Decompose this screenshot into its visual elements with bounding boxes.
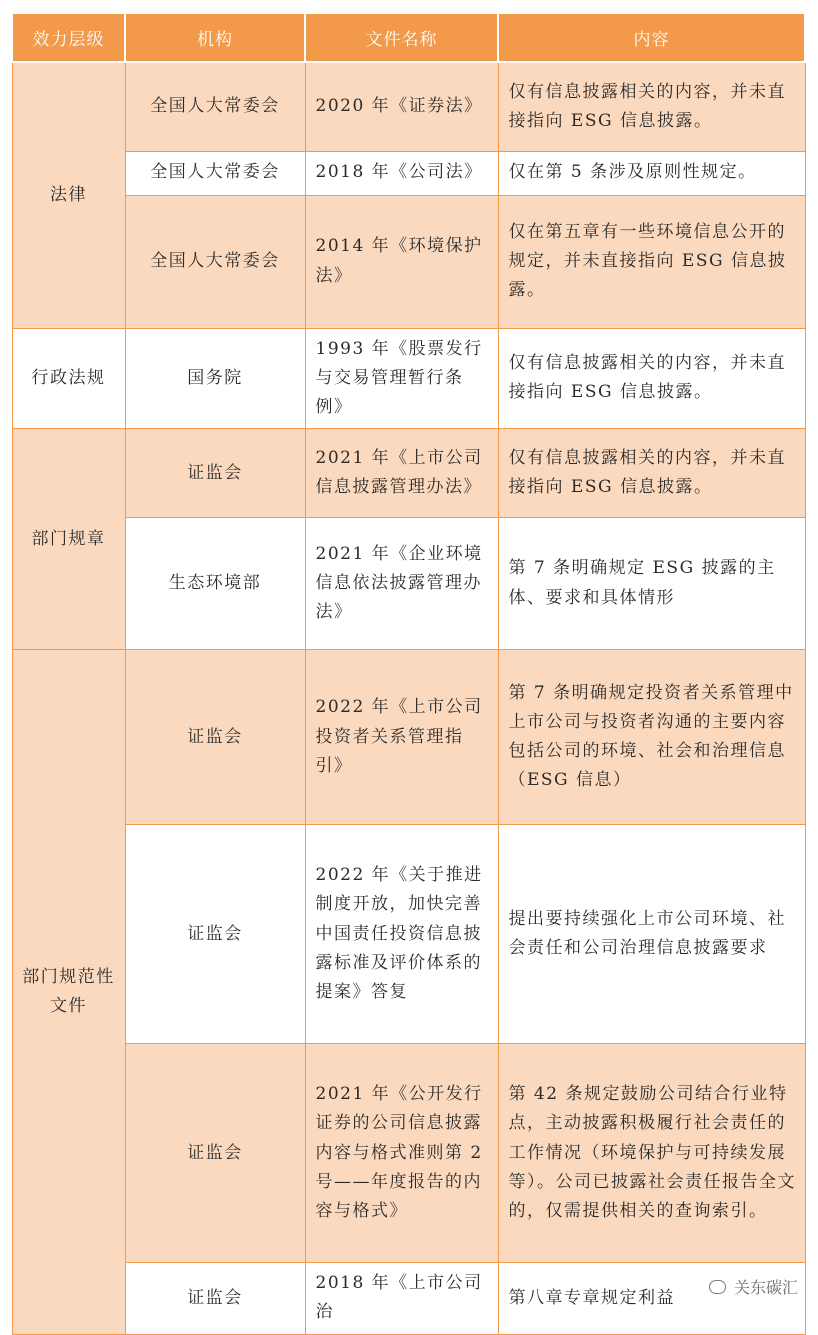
doc-cell: 2014 年《环境保护法》 bbox=[305, 195, 498, 328]
doc-cell: 2018 年《公司法》 bbox=[305, 151, 498, 195]
content-cell: 仅有信息披露相关的内容，并未直接指向 ESG 信息披露。 bbox=[498, 328, 805, 429]
content-cell: 第 7 条明确规定 ESG 披露的主体、要求和具体情形 bbox=[498, 518, 805, 650]
wechat-icon bbox=[709, 1280, 726, 1294]
table-row bbox=[12, 429, 805, 518]
org-cell: 全国人大常委会 bbox=[125, 151, 305, 195]
doc-cell: 2021 年《公开发行证券的公司信息披露内容与格式准则第 2 号——年度报告的内容与格式》 bbox=[305, 1044, 498, 1263]
header-doc: 文件名称 bbox=[305, 13, 498, 62]
doc-cell: 2022 年《上市公司投资者关系管理指引》 bbox=[305, 650, 498, 825]
doc-cell: 2020 年《证券法》 bbox=[305, 62, 498, 151]
doc-cell: 2018 年《上市公司治 bbox=[305, 1263, 498, 1334]
content-cell: 第八章专章规定利益 bbox=[498, 1263, 805, 1334]
level-cell-dept: 部门规章 bbox=[12, 429, 125, 650]
regulation-table bbox=[11, 12, 806, 1335]
content-cell: 仅有信息披露相关的内容，并未直接指向 ESG 信息披露。 bbox=[498, 62, 805, 151]
table-row bbox=[12, 650, 805, 825]
header-org: 机构 bbox=[125, 13, 305, 62]
table-row bbox=[12, 195, 805, 328]
content-cell: 仅在第五章有一些环境信息公开的规定，并未直接指向 ESG 信息披露。 bbox=[498, 195, 805, 328]
table-row bbox=[12, 62, 805, 151]
doc-cell: 2022 年《关于推进制度开放，加快完善中国责任投资信息披露标准及评价体系的提案》答复 bbox=[305, 825, 498, 1044]
org-cell: 证监会 bbox=[125, 429, 305, 518]
table-row bbox=[12, 1044, 805, 1263]
content-cell: 第 7 条明确规定投资者关系管理中上市公司与投资者沟通的主要内容包括公司的环境、社会和治理信息（ESG 信息） bbox=[498, 650, 805, 825]
table-row bbox=[12, 518, 805, 650]
content-cell: 提出要持续强化上市公司环境、社会责任和公司治理信息披露要求 bbox=[498, 825, 805, 1044]
content-cell: 仅在第 5 条涉及原则性规定。 bbox=[498, 151, 805, 195]
org-cell: 证监会 bbox=[125, 825, 305, 1044]
org-cell: 证监会 bbox=[125, 650, 305, 825]
content-cell: 仅有信息披露相关的内容，并未直接指向 ESG 信息披露。 bbox=[498, 429, 805, 518]
doc-cell: 1993 年《股票发行与交易管理暂行条例》 bbox=[305, 328, 498, 429]
table-row bbox=[12, 328, 805, 429]
org-cell: 全国人大常委会 bbox=[125, 195, 305, 328]
org-cell: 生态环境部 bbox=[125, 518, 305, 650]
org-cell: 全国人大常委会 bbox=[125, 62, 305, 151]
org-cell: 国务院 bbox=[125, 328, 305, 429]
doc-cell: 2021 年《企业环境信息依法披露管理办法》 bbox=[305, 518, 498, 650]
watermark-text: 关东碳汇 bbox=[733, 1278, 798, 1297]
org-cell: 证监会 bbox=[125, 1263, 305, 1334]
header-content: 内容 bbox=[498, 13, 805, 62]
org-cell: 证监会 bbox=[125, 1044, 305, 1263]
table-row bbox=[12, 151, 805, 195]
table-row bbox=[12, 1263, 805, 1334]
content-cell: 第 42 条规定鼓励公司结合行业特点，主动披露积极履行社会责任的工作情况（环境保护与可持续发展等）。公司已披露社会责任报告全文的，仅需提供相关的查询索引。 bbox=[498, 1044, 805, 1263]
header-level: 效力层级 bbox=[12, 13, 125, 62]
header-row bbox=[12, 13, 805, 62]
level-cell-norm: 部门规范性文件 bbox=[12, 650, 125, 1334]
doc-cell: 2021 年《上市公司信息披露管理办法》 bbox=[305, 429, 498, 518]
watermark bbox=[707, 1275, 800, 1298]
level-cell-law: 法律 bbox=[12, 62, 125, 328]
table-row bbox=[12, 825, 805, 1044]
level-cell-admin: 行政法规 bbox=[12, 328, 125, 429]
